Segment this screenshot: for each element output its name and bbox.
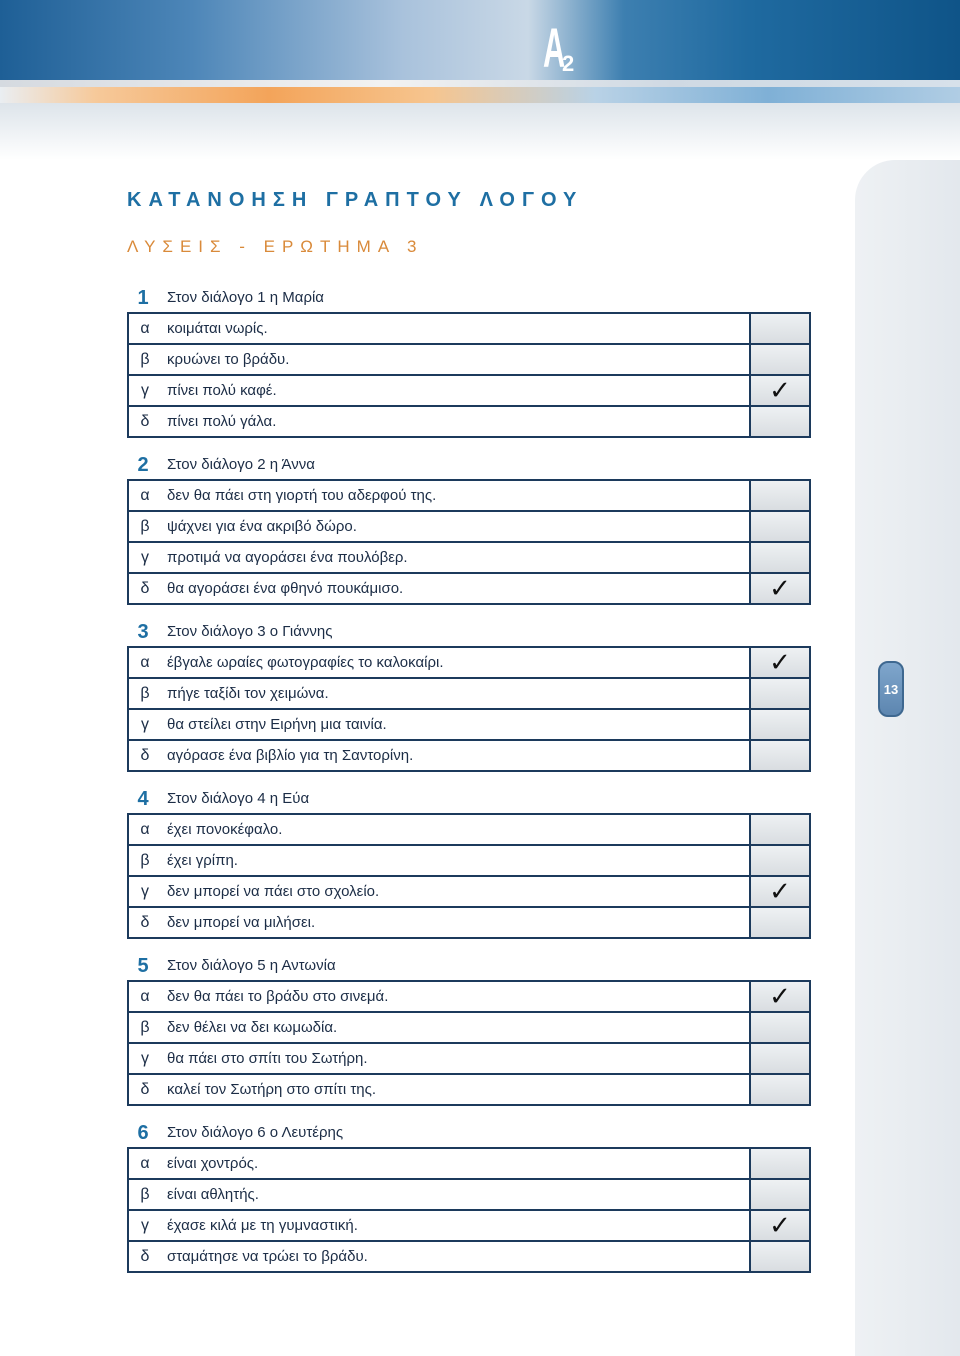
question-number: 1 bbox=[137, 287, 149, 309]
option-row bbox=[129, 574, 809, 605]
question-prompt: Στον διάλογο 6 ο Λευτέρης bbox=[167, 1124, 344, 1141]
option-letter: β bbox=[140, 518, 150, 535]
option-letter: α bbox=[140, 1155, 150, 1172]
option-row bbox=[129, 512, 809, 543]
answer-checkbox[interactable] bbox=[749, 1180, 809, 1209]
answer-checkbox[interactable] bbox=[749, 1242, 809, 1271]
option-text: πίνει πολύ γάλα. bbox=[167, 413, 277, 430]
answer-checkbox[interactable] bbox=[749, 877, 809, 906]
option-text: έχει γρίπη. bbox=[167, 852, 238, 869]
answer-checkbox[interactable] bbox=[749, 574, 809, 603]
answer-checkbox[interactable] bbox=[749, 314, 809, 343]
option-text: δεν θα πάει στη γιορτή του αδερφού της. bbox=[167, 487, 437, 504]
options-table bbox=[127, 1147, 811, 1273]
option-text: έχασε κιλά με τη γυμναστική. bbox=[167, 1217, 358, 1234]
option-letter: α bbox=[140, 487, 150, 504]
question-block bbox=[127, 618, 811, 772]
option-letter: α bbox=[140, 654, 150, 671]
question-prompt: Στον διάλογο 1 η Μαρία bbox=[167, 289, 324, 306]
option-row bbox=[129, 679, 809, 710]
question-prompt: Στον διάλογο 5 η Αντωνία bbox=[167, 957, 336, 974]
option-text: αγόρασε ένα βιβλίο για τη Σαντορίνη. bbox=[167, 747, 414, 764]
option-text: δεν μπορεί να μιλήσει. bbox=[167, 914, 316, 931]
option-letter: δ bbox=[140, 413, 150, 430]
question-number: 5 bbox=[137, 955, 149, 977]
option-letter: γ bbox=[141, 883, 149, 900]
question-header bbox=[127, 284, 811, 312]
option-text: δεν μπορεί να πάει στο σχολείο. bbox=[167, 883, 380, 900]
answer-checkbox[interactable] bbox=[749, 1044, 809, 1073]
option-text: σταμάτησε να τρώει το βράδυ. bbox=[167, 1248, 368, 1265]
answer-checkbox[interactable] bbox=[749, 1075, 809, 1104]
check-mark-icon: ✓ bbox=[769, 647, 791, 678]
options-table bbox=[127, 479, 811, 605]
answer-checkbox[interactable] bbox=[749, 815, 809, 844]
option-letter: δ bbox=[140, 1081, 150, 1098]
option-letter: δ bbox=[140, 914, 150, 931]
option-row bbox=[129, 846, 809, 877]
option-text: έχει πονοκέφαλο. bbox=[167, 821, 283, 838]
answer-checkbox[interactable] bbox=[749, 1149, 809, 1178]
option-text: προτιμά να αγοράσει ένα πουλόβερ. bbox=[167, 549, 408, 566]
option-letter: δ bbox=[140, 580, 150, 597]
answer-checkbox[interactable] bbox=[749, 982, 809, 1011]
answer-checkbox[interactable] bbox=[749, 648, 809, 677]
option-letter: δ bbox=[140, 1248, 150, 1265]
header-banner bbox=[0, 0, 960, 80]
option-text: ψάχνει για ένα ακριβό δώρο. bbox=[167, 518, 357, 535]
check-mark-icon: ✓ bbox=[769, 1210, 791, 1241]
question-header bbox=[127, 952, 811, 980]
option-text: δεν θα πάει το βράδυ στο σινεμά. bbox=[167, 988, 389, 1005]
answer-checkbox[interactable] bbox=[749, 1013, 809, 1042]
question-header bbox=[127, 618, 811, 646]
option-row bbox=[129, 1013, 809, 1044]
answer-checkbox[interactable] bbox=[749, 345, 809, 374]
answer-checkbox[interactable] bbox=[749, 407, 809, 436]
option-row bbox=[129, 982, 809, 1013]
option-letter: α bbox=[140, 821, 150, 838]
check-mark-icon: ✓ bbox=[769, 375, 791, 406]
option-row bbox=[129, 1211, 809, 1242]
option-text: είναι αθλητής. bbox=[167, 1186, 259, 1203]
option-letter: β bbox=[140, 685, 150, 702]
option-text: θα αγοράσει ένα φθηνό πουκάμισο. bbox=[167, 580, 404, 597]
option-row bbox=[129, 1044, 809, 1075]
question-header bbox=[127, 785, 811, 813]
question-block bbox=[127, 451, 811, 605]
option-text: καλεί τον Σωτήρη στο σπίτι της. bbox=[167, 1081, 376, 1098]
question-block bbox=[127, 284, 811, 438]
option-letter: δ bbox=[140, 747, 150, 764]
option-letter: γ bbox=[141, 382, 149, 399]
answer-checkbox[interactable] bbox=[749, 710, 809, 739]
answer-checkbox[interactable] bbox=[749, 1211, 809, 1240]
option-text: θα στείλει στην Ειρήνη μια ταινία. bbox=[167, 716, 387, 733]
option-row bbox=[129, 1149, 809, 1180]
option-text: πίνει πολύ καφέ. bbox=[167, 382, 277, 399]
side-margin bbox=[855, 160, 960, 1356]
options-table bbox=[127, 646, 811, 772]
option-row bbox=[129, 648, 809, 679]
option-row bbox=[129, 710, 809, 741]
answer-checkbox[interactable] bbox=[749, 481, 809, 510]
question-prompt: Στον διάλογο 3 ο Γιάννης bbox=[167, 623, 333, 640]
question-prompt: Στον διάλογο 4 η Εύα bbox=[167, 790, 310, 807]
answer-checkbox[interactable] bbox=[749, 543, 809, 572]
option-letter: α bbox=[140, 320, 150, 337]
header-color-bar bbox=[0, 87, 960, 103]
option-letter: γ bbox=[141, 716, 149, 733]
options-table bbox=[127, 312, 811, 438]
question-block bbox=[127, 1119, 811, 1273]
page-title: ΚΑΤΑΝΟΗΣΗ ΓΡΑΠΤΟΥ ΛΟΓΟΥ bbox=[127, 189, 584, 211]
header-fade bbox=[0, 103, 960, 160]
option-text: κρυώνει το βράδυ. bbox=[167, 351, 290, 368]
option-row bbox=[129, 741, 809, 772]
answer-checkbox[interactable] bbox=[749, 512, 809, 541]
unit-badge-letter: A bbox=[543, 16, 566, 79]
question-header bbox=[127, 451, 811, 479]
page-subtitle: ΛΥΣΕΙΣ - ΕΡΩΤΗΜΑ 3 bbox=[127, 237, 424, 256]
question-prompt: Στον διάλογο 2 η Άννα bbox=[167, 456, 315, 473]
option-letter: β bbox=[140, 852, 150, 869]
option-row bbox=[129, 345, 809, 376]
option-letter: γ bbox=[141, 549, 149, 566]
question-number: 6 bbox=[137, 1122, 149, 1144]
answer-checkbox[interactable] bbox=[749, 679, 809, 708]
option-text: θα πάει στο σπίτι του Σωτήρη. bbox=[167, 1050, 368, 1067]
option-row bbox=[129, 1180, 809, 1211]
option-row bbox=[129, 314, 809, 345]
option-row bbox=[129, 481, 809, 512]
option-letter: γ bbox=[141, 1050, 149, 1067]
answer-checkbox[interactable] bbox=[749, 376, 809, 405]
question-block bbox=[127, 785, 811, 939]
option-letter: β bbox=[140, 1019, 150, 1036]
option-text: κοιμάται νωρίς. bbox=[167, 320, 268, 337]
answer-checkbox[interactable] bbox=[749, 908, 809, 937]
question-number: 2 bbox=[137, 454, 149, 476]
option-letter: β bbox=[140, 351, 150, 368]
option-text: δεν θέλει να δει κωμωδία. bbox=[167, 1019, 338, 1036]
question-block bbox=[127, 952, 811, 1106]
check-mark-icon: ✓ bbox=[769, 981, 791, 1012]
question-number: 4 bbox=[137, 788, 149, 810]
option-text: έβγαλε ωραίες φωτογραφίες το καλοκαίρι. bbox=[167, 654, 444, 671]
question-number: 3 bbox=[137, 621, 149, 643]
option-row bbox=[129, 1242, 809, 1273]
option-row bbox=[129, 407, 809, 438]
check-mark-icon: ✓ bbox=[769, 573, 791, 604]
question-header bbox=[127, 1119, 811, 1147]
option-row bbox=[129, 543, 809, 574]
option-letter: β bbox=[140, 1186, 150, 1203]
answer-checkbox[interactable] bbox=[749, 846, 809, 875]
answer-checkbox[interactable] bbox=[749, 741, 809, 770]
option-row bbox=[129, 908, 809, 939]
unit-badge-sub: 2 bbox=[562, 51, 575, 76]
option-row bbox=[129, 815, 809, 846]
options-table bbox=[127, 980, 811, 1106]
option-text: πήγε ταξίδι τον χειμώνα. bbox=[167, 685, 329, 702]
options-table bbox=[127, 813, 811, 939]
page-number-tab: 13 bbox=[878, 661, 904, 717]
option-row bbox=[129, 1075, 809, 1106]
header-stripe bbox=[0, 80, 960, 87]
unit-badge bbox=[535, 16, 595, 82]
option-row bbox=[129, 877, 809, 908]
option-letter: γ bbox=[141, 1217, 149, 1234]
option-row bbox=[129, 376, 809, 407]
option-letter: α bbox=[140, 988, 150, 1005]
check-mark-icon: ✓ bbox=[769, 876, 791, 907]
option-text: είναι χοντρός. bbox=[167, 1155, 259, 1172]
